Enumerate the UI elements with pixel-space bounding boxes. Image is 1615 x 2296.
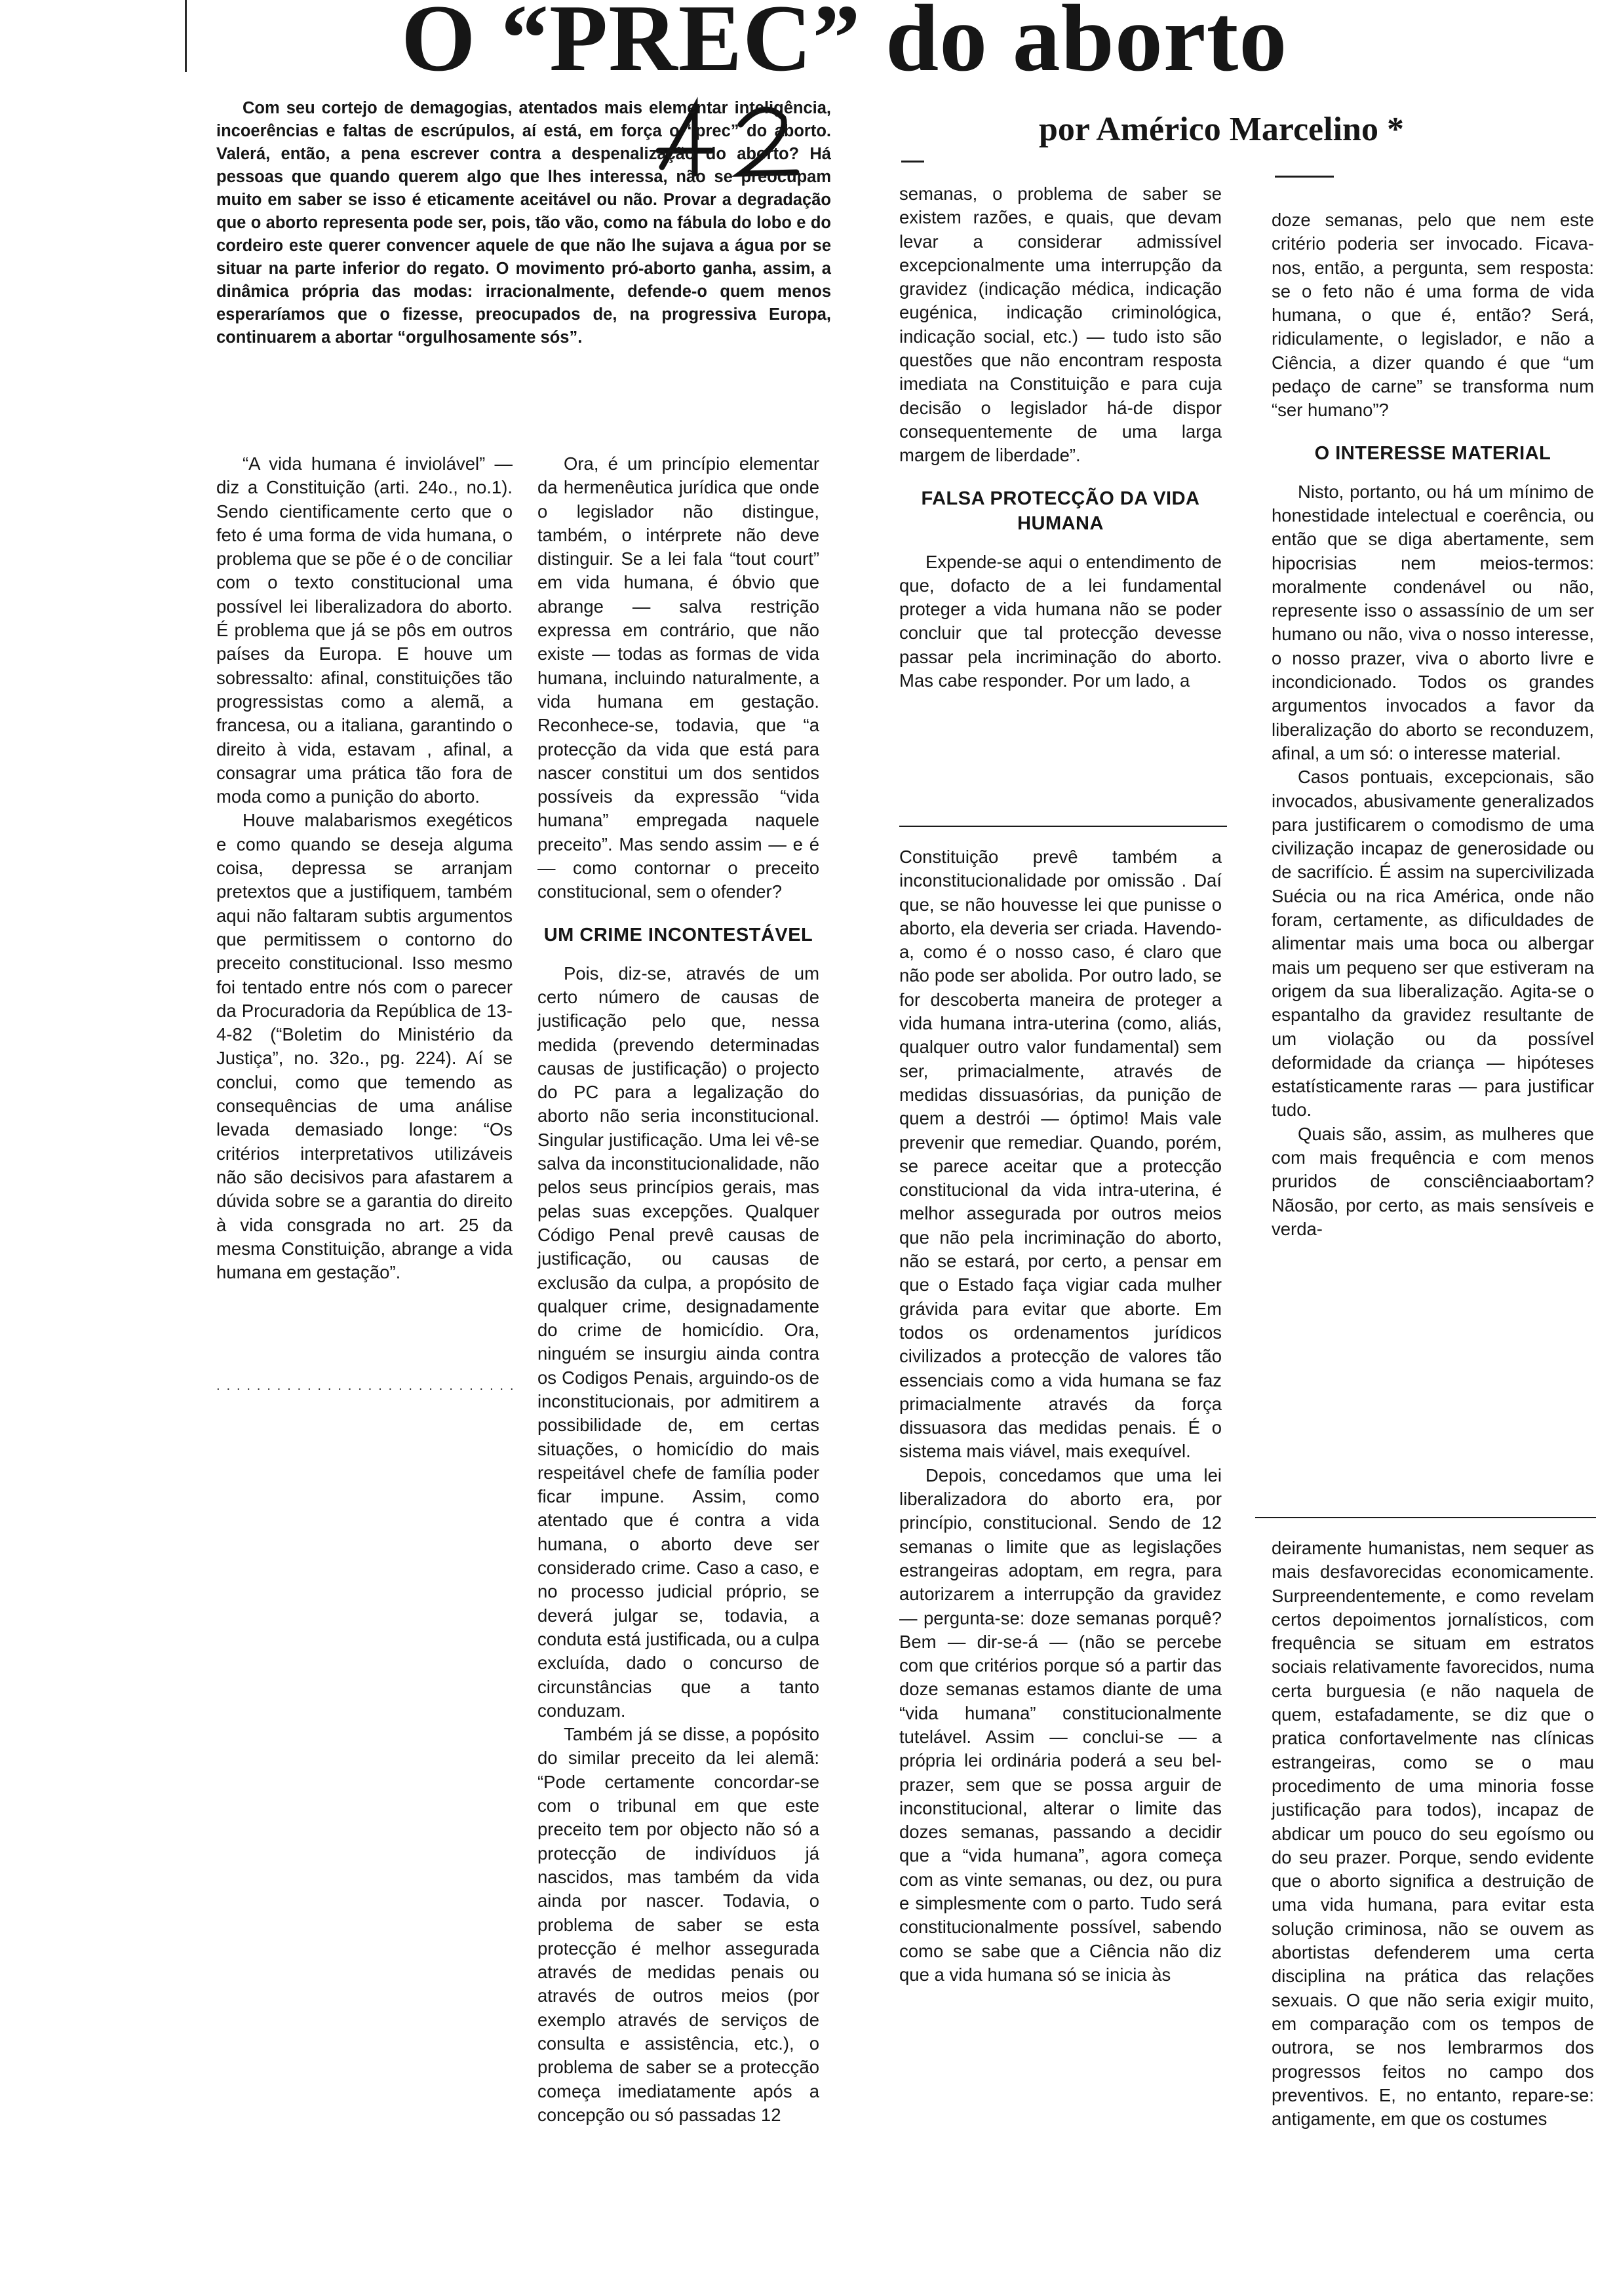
paragraph: Casos pontuais, excepcionais, são invocados, abusivamente generalizados para justificarem o comodismo de uma civilização incapaz de generosidade ou de sacrifício. É assim na supercivilizada Suécia ou na rica América, onde não foram, certamente, as dificuldades de alimentar mais uma boca ou albergar mais um pequeno ser que estiveram na origem da sua liberalização. Agita-se o espantalho da gravidez resultante de um violação ou da possível deformidade da criança — hipóteses estatísticamente raras — para justificar tudo. — [1272, 767, 1594, 1120]
article-lead — [216, 97, 831, 349]
paragraph: Constituição prevê também a inconstitucionalidade por omissão . Daí que, se não houvesse lei que punisse o aborto, ela deveria ser criada. Havendo-a, como é o nosso caso, é claro que não pode ser abolida. Por outro lado, se for descoberta maneira de proteger a vida humana intra-uterina (como, aliás, qualquer outro valor fundamental) sem ser, primacialmente, através de medidas dissuasórias, da punição de quem a destrói — óptimo! Mais vale prevenir que remediar. Quando, porém, se parece aceitar que a protecção constitucional da vida intra-uterina, é melhor assegurada por outros meios que não pela incriminação do aborto, não se estará, por certo, a pensar em que o Estado faça vigiar cada mulher grávida para evitar que aborte. Em todos os ordenamentos jurídicos civilizados a protecção de valores tão essenciais como a vida humana se faz primacialmente através da força dissuasora das medidas penais. É o sistema mais viável, mais exequível. — [899, 847, 1222, 1462]
column-1 — [216, 452, 513, 1284]
paragraph: Nisto, portanto, ou há um mínimo de honestidade intelectual e coerência, ou então que se diga abertamente, sem hipocrisias nem meios-termos: moralmente condenável ou não, represente isso o assassínio de um ser humano ou não, viva o nosso interesse, o nosso prazer, viva o aborto livre e incondicionado. Todos os grandes argumentos invocados a favor da liberalização do aborto se reconduzem, afinal, a um só: o interesse material. — [1272, 481, 1594, 763]
byline-rule — [901, 161, 924, 163]
paragraph: Pois, diz-se, através de um certo número de causas de justificação pelo que, nessa medida (prevendo determinadas causas de justificação) o projecto do PC para a legalização do aborto não seria inconstitucional. Singular justificação. Uma lei vê-se salva da inconstitucionalidade, não pelos seus princípios gerais, mas pelas suas excepções. Qualquer Código Penal prevê causas de justificação, ou causas de exclusão da culpa, a propósito de qualquer crime, designadamente do crime de homicídio. Ora, ninguém se insurgiu ainda contra os Codigos Penais, arguindo-os de inconstitucionais, por admitirem a possibilidade de, em certas situações, o homicídio do mais respeitável chefe de família poder ficar impune. Assim, como atentado que é contra a vida humana, o aborto deve ser considerado crime. Caso a caso, e no processo judicial próprio, se deverá julgar se, todavia, a conduta está justificada, ou a culpa excluída, dado o concurso de circunstâncias que a tanto conduzam. — [537, 963, 819, 1721]
section-heading-falsa: FALSA PROTECÇÃO DA VIDA HUMANA — [921, 488, 1200, 534]
paragraph: Expende-se aqui o entendimento de que, dofacto de a lei fundamental proteger a vida humana não se poder concluir que tal protecção devesse passar pela incriminação do aborto. Mas cabe responder. Por um lado, a — [899, 551, 1222, 691]
article-title: O “PREC” do aborto — [401, 0, 1288, 91]
paragraph: “A vida humana é inviolável” — diz a Constituição (arti. 24o., no.1). Sendo cientificamente certo que o feto é uma forma de vida humana, o problema que se põe é o de conciliar com o texto constitucional uma possível lei liberalizadora do aborto. É problema que já se pôs em outros países da Europa. E houve um sobressalto: afinal, constituições tão progressistas como a alemã, a francesa, ou a italiana, garantindo o direito à vida, estavam , afinal, a consagrar uma prática tão fora de moda como a punição do aborto. — [216, 453, 513, 807]
paragraph: semanas, o problema de saber se existem razões, e quais, que devam levar a considerar admissível excepcionalmente uma interrupção da gravidez (indicação médica, indicação eugénica, indicação criminológica, indicação social, etc.) — tudo isto são questões que não encontram resposta imediata na Constituição e para cuja decisão o legislador há-de dispor consequentemente de uma larga margem de liberdade”. — [899, 183, 1222, 466]
left-margin-rule — [185, 0, 187, 72]
column-4-top — [1272, 208, 1594, 1241]
scan-dots: · · · · · · · · · · · · · · · · · · · · · · · · · · · · · · — [216, 1383, 515, 1396]
paragraph: doze semanas, pelo que nem este critério poderia ser invocado. Ficava-nos, então, a pergunta, sem resposta: se o feto não é uma forma de vida humana, o que é, então? Será, ridiculamente, o legislador, e não a Ciência, a dizer quando é que “um pedaço de carne” se transforma num “ser humano”? — [1272, 210, 1594, 421]
paragraph: Houve malabarismos exegéticos e como quando se deseja alguma coisa, depressa se arranjam pretextos que a justifiquem, também aqui não faltaram subtis argumentos que permitissem o contorno do preceito constitucional. Isso mesmo foi tentado entre nós com o parecer da Procuradoria da República de 13-4-82 (“Boletim do Ministério da Justiça”, no. 32o., pg. 224). Aí se conclui, como que temendo as consequências de uma análise levada demasiado longe: “Os critérios interpretativos utilizáveis não são decisivos para afastarem a dúvida sobre se a garantia do direito à vida consgrada no art. 25 da mesma Constituição, abrange a vida humana em gestação”. — [216, 810, 513, 1283]
column-divider-rule — [899, 826, 1227, 827]
byline-rule — [1275, 176, 1334, 178]
column-3-top — [899, 182, 1222, 693]
paragraph: Quais são, assim, as mulheres que com mais frequência e com menos pruridos de consciênciaabortam? Nãosão, por certo, as mais sensíveis e verda- — [1272, 1123, 1594, 1239]
paragraph: Ora, é um princípio elementar da hermenêutica jurídica que onde o legislador não distingue, também, o intérprete não deve distinguir. Se a lei fala “tout court” em vida humana, é óbvio que abrange — salva restrição expressa em contrário, que não existe — todas as formas de vida humana, incluindo naturalmente, a vida humana em gestação. Reconhece-se, todavia, que “a protecção da vida que está para nascer constitui um dos sentidos possíveis da expressão “vida humana” empregada naquele preceito”. Mas sendo assim — e é — como contornar o preceito constitucional, sem o ofender? — [537, 453, 819, 902]
paragraph: Também já se disse, a popósito do similar preceito da lei alemã: “Pode certamente concordar-se com o tribunal em que este preceito tem por objecto não só a protecção de indivíduos já nascidos, mas também da vida ainda por nascer. Todavia, o problema de saber se esta protecção é melhor assegurada através de medidas penais ou através de outros meios (por exemplo através de serviços de consulta e assistência, etc.), o problema de saber se a protecção começa imediatamente após a concepção ou só passadas 12 — [537, 1724, 819, 2125]
section-heading-interesse: O INTERESSE MATERIAL — [1314, 442, 1551, 464]
column-2 — [537, 452, 819, 2127]
lead-paragraph: Com seu cortejo de demagogias, atentados mais elementar inteligência, incoerências e faltas de escrúpulos, aí está, em força o “prec” do aborto. Valerá, então, a pena escrever contra a despenalização do aborto? Há pessoas que quando querem algo que lhes interessa, não se preocupam muito em saber se isso é eticamente aceitável ou não. Provar a degradação que o aborto representa pode ser, pois, tão vão, como na fábula do lobo e do cordeiro este querer convencer aquele de que não lhe sujava a água por se situar na parte inferior do regato. O movimento pró-aborto ganha, assim, a dinâmica própria das modas: irracionalmente, defende-o quem menos esperaríamos que o fizesse, preocupados de, na progressiva Europa, continuarem a abortar “orgulhosamente sós”. — [216, 99, 831, 347]
paragraph: deiramente humanistas, nem sequer as mais desfavorecidas economicamente. Surpreendentemente, e como revelam certos depoimentos jornalísticos, com frequência se situam em estratos sociais relativamente favorecidos, numa certa burguesia (e não naquela de quem, estafadamente, se diz que o pratica confortavelmente nas clínicas estrangeiras, como se o mau procedimento de uma minoria fosse justificação para todos), incapaz de abdicar um pouco do seu egoísmo ou do seu prazer. Porque, sendo evidente que o aborto significa a destruição de uma vida humana, para evitar esta solução criminosa, não se ouvem as abortistas defenderem uma certa disciplina na prática das relações sexuais. O que não seria exigir muito, em comparação com os tempos de outrora, se nos lembrarmos dos progressos feitos no campo dos preventivos. E, no entanto, repare-se: antigamente, em que os costumes — [1272, 1538, 1594, 2130]
column-4-bottom — [1272, 1537, 1594, 2131]
article-byline: por Américo Marcelino * — [1039, 111, 1404, 148]
paragraph: Depois, concedamos que uma lei liberalizadora do aborto era, por princípio, constitucional. Sendo de 12 semanas o limite que as legislações estrangeiras adoptam, em regra, para autorizarem a interrupção da gravidez — pergunta-se: doze semanas porquê? Bem — dir-se-á — (não se percebe com que critérios porque só a partir das doze semanas estamos diante de uma “vida humana” constitucionalmente tutelável. Assim — conclui-se — a própria lei ordinária poderá a seu bel-prazer, sem que se possa arguir de inconstitucional, alterar o limite das dozes semanas, passando a decidir que a “vida humana”, agora começa com as vinte semanas, ou dez, ou pura e simplesmente com o parto. Tudo será constitucionalmente possível, sabendo como se sabe que a Ciência não diz que a vida humana só se inicia às — [899, 1464, 1222, 1985]
section-heading-crime: UM CRIME INCONTESTÁVEL — [543, 924, 813, 946]
column-3-bottom — [899, 845, 1222, 1987]
column-divider-rule — [1255, 1517, 1596, 1518]
